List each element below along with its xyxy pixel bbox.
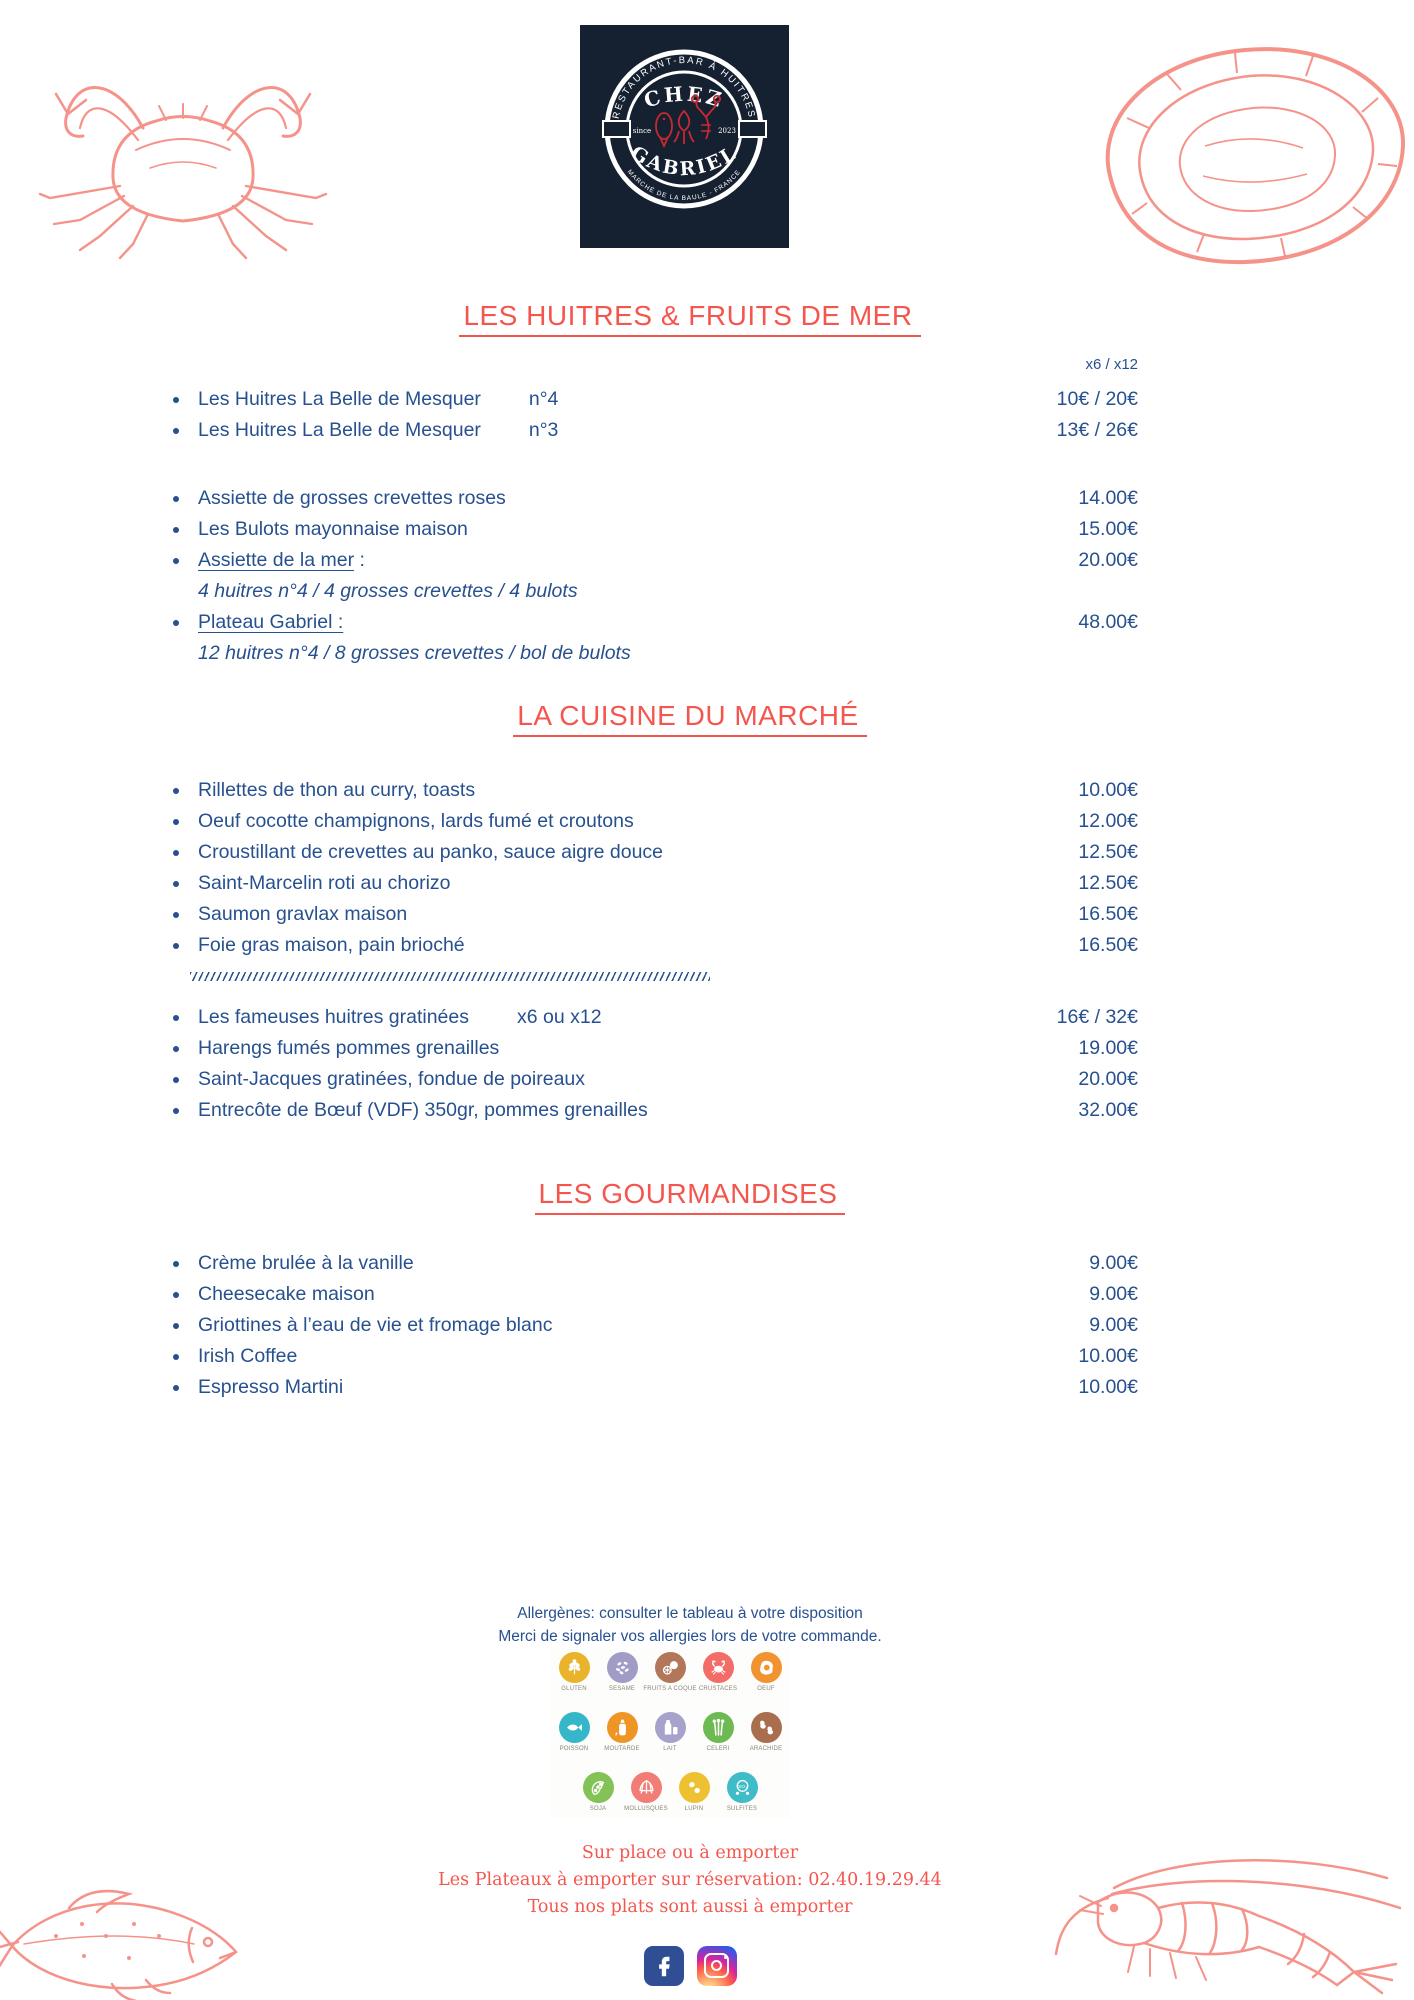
celery-icon xyxy=(703,1712,734,1743)
gluten-icon xyxy=(559,1652,590,1683)
bullet-icon xyxy=(168,1108,198,1114)
item-price: 9.00€ xyxy=(1089,1283,1138,1305)
bullet-icon xyxy=(168,912,198,918)
item-price: 16.50€ xyxy=(1078,934,1138,956)
item-price: 14.00€ xyxy=(1078,487,1138,509)
svg-text:2023: 2023 xyxy=(718,127,736,135)
mustard-bottle-icon xyxy=(607,1712,638,1743)
lupin-beans-icon xyxy=(679,1772,710,1803)
item-price: 20.00€ xyxy=(1078,1068,1138,1090)
menu-item: Plateau Gabriel : 48.00€ xyxy=(168,607,1138,638)
menu-item: Assiette de la mer : 20.00€ xyxy=(168,545,1138,576)
bullet-icon xyxy=(168,527,198,533)
egg-icon xyxy=(751,1652,782,1683)
menu-item: Les fameuses huitres gratinées x6 ou x12 16€ / 32€ xyxy=(168,1002,1138,1033)
menu-item: Entrecôte de Bœuf (VDF) 350gr, pommes grenailles 32.00€ xyxy=(168,1095,1138,1126)
footer-line-1: Sur place ou à emporter xyxy=(581,1843,799,1863)
item-price: 12.00€ xyxy=(1078,810,1138,832)
fish-illustration xyxy=(0,1836,244,2000)
item-price: 9.00€ xyxy=(1089,1252,1138,1274)
bullet-icon xyxy=(168,1015,198,1021)
allergen-moutarde: MOUTARDE xyxy=(606,1712,639,1752)
menu-item: Oeuf cocotte champignons, lards fumé et croutons 12.00€ xyxy=(168,806,1138,837)
bullet-icon xyxy=(168,1292,198,1298)
peanut-icon xyxy=(751,1712,782,1743)
facebook-icon[interactable] xyxy=(644,1946,684,1986)
bullet-icon xyxy=(168,428,198,434)
item-price: 10.00€ xyxy=(1078,1345,1138,1367)
bullet-icon xyxy=(168,1046,198,1052)
svg-text:MARCHÉ DE LA BAULE - FRANCE: MARCHÉ DE LA BAULE - FRANCE xyxy=(625,168,743,203)
bullet-icon xyxy=(168,1354,198,1360)
sulfites-icon xyxy=(727,1772,758,1803)
shrimp-illustration xyxy=(1052,1846,1414,2000)
bullet-icon xyxy=(168,788,198,794)
allergen-icon-grid xyxy=(550,1648,790,1818)
menu-item: Saint-Jacques gratinées, fondue de poireaux 20.00€ xyxy=(168,1064,1138,1095)
allergen-celeri: CELERI xyxy=(702,1712,735,1752)
menu-item: Rillettes de thon au curry, toasts 10.00€ xyxy=(168,775,1138,806)
bullet-icon xyxy=(168,496,198,502)
bullet-icon xyxy=(168,558,198,564)
crab-illustration xyxy=(38,28,328,263)
sesame-icon xyxy=(607,1652,638,1683)
item-price: 16.50€ xyxy=(1078,903,1138,925)
svg-text:GABRIEL: GABRIEL xyxy=(626,141,742,181)
allergen-arachide: ARACHIDE xyxy=(750,1712,783,1752)
menu-item: Foie gras maison, pain brioché 16.50€ xyxy=(168,930,1138,961)
crab-icon xyxy=(703,1652,734,1683)
chez-gabriel-logo xyxy=(580,25,789,248)
item-price: 48.00€ xyxy=(1078,611,1138,633)
item-price: 12.50€ xyxy=(1078,841,1138,863)
nuts-icon xyxy=(655,1652,686,1683)
allergen-note: Allergènes: consulter le tableau à votre disposition Merci de signaler vos allergies lors de votre commande. xyxy=(498,1605,882,1645)
section-cuisine-list xyxy=(168,775,1138,1126)
allergen-poisson: POISSON xyxy=(558,1712,591,1752)
menu-item: Les Bulots mayonnaise maison 15.00€ xyxy=(168,514,1138,545)
menu-item: Saint-Marcelin roti au chorizo 12.50€ xyxy=(168,868,1138,899)
section-gourmandises-list xyxy=(168,1248,1138,1403)
section-title-gourmandises: LES GOURMANDISES xyxy=(0,1178,1380,1210)
section-title-cuisine: LA CUISINE DU MARCHÉ xyxy=(0,700,1380,732)
price-column-header: x6 / x12 xyxy=(1085,356,1138,373)
instagram-icon[interactable] xyxy=(697,1946,737,1986)
allergen-fruits-a-coque: FRUITS A COQUE xyxy=(654,1652,687,1692)
menu-item: Les Huitres La Belle de Mesquer n°3 13€ / 26€ xyxy=(168,415,1138,446)
bullet-icon xyxy=(168,1323,198,1329)
fish-icon xyxy=(559,1712,590,1743)
soy-icon xyxy=(583,1772,614,1803)
menu-item: Crème brulée à la vanille 9.00€ xyxy=(168,1248,1138,1279)
bullet-icon xyxy=(168,397,198,403)
menu-item: Saumon gravlax maison 16.50€ xyxy=(168,899,1138,930)
bullet-icon xyxy=(168,1077,198,1083)
item-price: 32.00€ xyxy=(1078,1099,1138,1121)
bullet-icon xyxy=(168,1261,198,1267)
menu-item-detail: 12 huitres n°4 / 8 grosses crevettes / bol de bulots xyxy=(198,642,631,664)
allergen-crustaces: CRUSTACES xyxy=(702,1652,735,1692)
item-price: 15.00€ xyxy=(1078,518,1138,540)
section-divider xyxy=(168,961,1138,992)
item-price: 10.00€ xyxy=(1078,1376,1138,1398)
menu-item: Croustillant de crevettes au panko, sauce aigre douce 12.50€ xyxy=(168,837,1138,868)
bullet-icon xyxy=(168,850,198,856)
svg-text:SO₂: SO₂ xyxy=(737,1784,747,1790)
bullet-icon xyxy=(168,881,198,887)
svg-text:since: since xyxy=(632,127,652,135)
item-price: 10€ / 20€ xyxy=(1056,388,1138,410)
menu-item: Espresso Martini 10.00€ xyxy=(168,1372,1138,1403)
section-title-huitres: LES HUITRES & FRUITS DE MER xyxy=(0,300,1380,332)
milk-icon xyxy=(655,1712,686,1743)
allergen-sesame: SESAME xyxy=(606,1652,639,1692)
menu-item: Cheesecake maison 9.00€ xyxy=(168,1279,1138,1310)
item-price: 13€ / 26€ xyxy=(1056,419,1138,441)
menu-item-detail: 4 huitres n°4 / 4 grosses crevettes / 4 bulots xyxy=(198,580,578,602)
menu-item: Les Huitres La Belle de Mesquer n°4 10€ / 20€ xyxy=(168,384,1138,415)
footer-line-3: Tous nos plats sont aussi à emporter xyxy=(527,1897,853,1917)
item-price: 10.00€ xyxy=(1078,779,1138,801)
bullet-icon xyxy=(168,1385,198,1391)
section-huitres-list xyxy=(168,384,1138,669)
oyster-illustration xyxy=(1085,26,1414,268)
item-price: 9.00€ xyxy=(1089,1314,1138,1336)
allergen-mollusques: MOLLUSQUES xyxy=(630,1772,663,1812)
item-price: 20.00€ xyxy=(1078,549,1138,571)
item-price: 16€ / 32€ xyxy=(1056,1006,1138,1028)
allergen-oeuf: OEUF xyxy=(750,1652,783,1692)
allergen-soja: SOJA xyxy=(582,1772,615,1812)
allergen-lupin: LUPIN xyxy=(678,1772,711,1812)
bullet-icon xyxy=(168,819,198,825)
svg-text:RESTAURANT-BAR À HUITRES: RESTAURANT-BAR À HUITRES xyxy=(610,54,758,120)
divider-slashes xyxy=(190,972,710,981)
menu-item: Harengs fumés pommes grenailles 19.00€ xyxy=(168,1033,1138,1064)
item-price: 19.00€ xyxy=(1078,1037,1138,1059)
shell-icon xyxy=(631,1772,662,1803)
allergen-lait: LAIT xyxy=(654,1712,687,1752)
allergen-gluten: GLUTEN xyxy=(558,1652,591,1692)
footer-line-2: Les Plateaux à emporter sur réservation: 02.40.19.29.44 xyxy=(438,1870,942,1890)
menu-item: Griottines à l’eau de vie et fromage blanc 9.00€ xyxy=(168,1310,1138,1341)
menu-item: Irish Coffee 10.00€ xyxy=(168,1341,1138,1372)
allergen-sulfites: SO₂ SULFITES xyxy=(726,1772,759,1812)
menu-item: Assiette de grosses crevettes roses 14.00€ xyxy=(168,483,1138,514)
bullet-icon xyxy=(168,620,198,626)
svg-text:CHEZ: CHEZ xyxy=(641,81,727,113)
item-price: 12.50€ xyxy=(1078,872,1138,894)
bullet-icon xyxy=(168,943,198,949)
